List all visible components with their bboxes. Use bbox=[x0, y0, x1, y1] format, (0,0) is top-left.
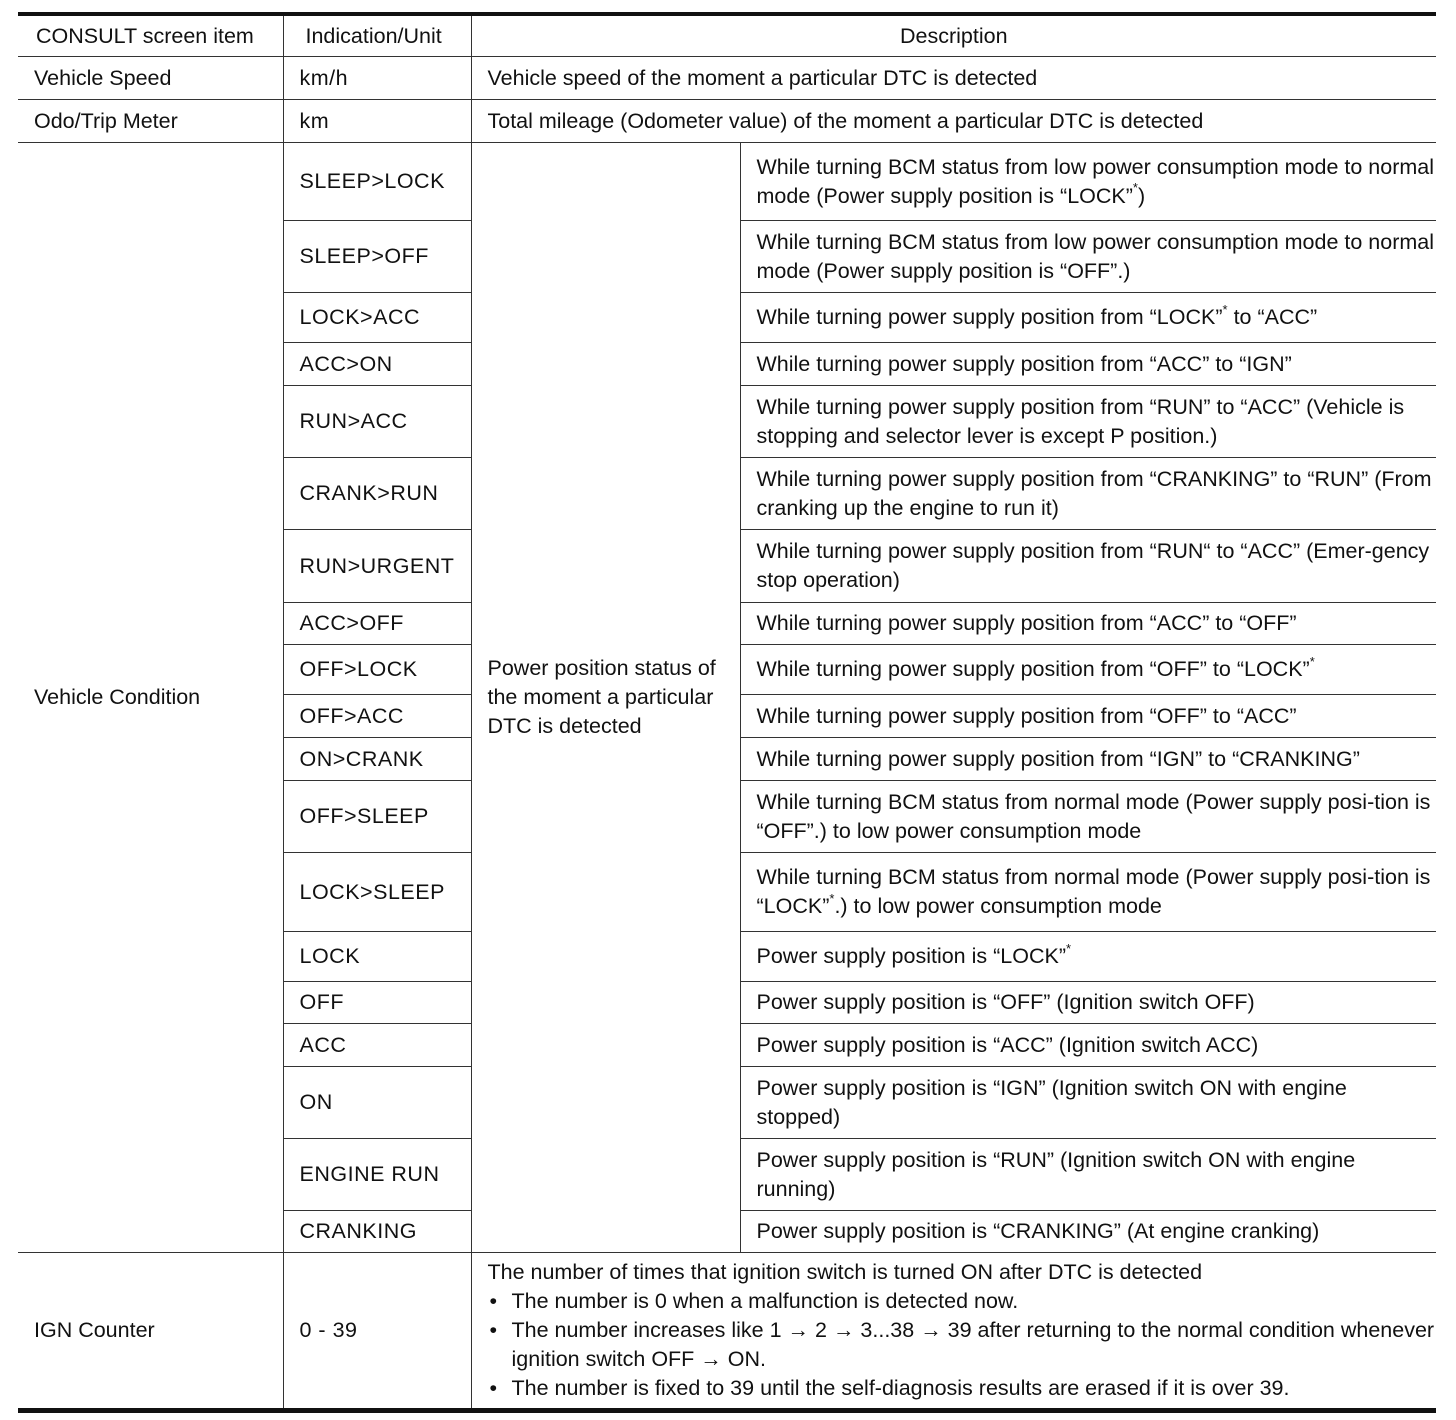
header-description: Description bbox=[471, 14, 1436, 57]
table-row bbox=[18, 143, 1436, 221]
description-sleep-off: While turning BCM status from low power consumption mode to normal mode (Power supply position is “OFF”.) bbox=[740, 221, 1436, 293]
indication-off-sleep: OFF>SLEEP bbox=[283, 781, 471, 853]
indication-lock-sleep: LOCK>SLEEP bbox=[283, 853, 471, 932]
indication-sleep-off: SLEEP>OFF bbox=[283, 221, 471, 293]
description-sleep-lock: While turning BCM status from low power consumption mode to normal mode (Power supply position is “LOCK”*) bbox=[740, 143, 1436, 221]
item-odo-trip-meter: Odo/Trip Meter bbox=[18, 100, 283, 143]
description-odo-trip-meter: Total mileage (Odometer value) of the moment a particular DTC is detected bbox=[471, 100, 1436, 143]
description-engine-run: Power supply position is “RUN” (Ignition switch ON with engine running) bbox=[740, 1139, 1436, 1211]
indication-sleep-lock: SLEEP>LOCK bbox=[283, 143, 471, 221]
indication-crank-run: CRANK>RUN bbox=[283, 458, 471, 530]
indication-cranking: CRANKING bbox=[283, 1211, 471, 1253]
indication-run-urgent: RUN>URGENT bbox=[283, 530, 471, 603]
consult-item-table bbox=[18, 12, 1436, 1413]
description-acc: Power supply position is “ACC” (Ignition switch ACC) bbox=[740, 1024, 1436, 1067]
table-header-row bbox=[18, 14, 1436, 57]
indication-vehicle-speed: km/h bbox=[283, 57, 471, 100]
indication-on-crank: ON>CRANK bbox=[283, 738, 471, 781]
indication-lock-acc: LOCK>ACC bbox=[283, 293, 471, 343]
description-cranking: Power supply position is “CRANKING” (At engine cranking) bbox=[740, 1211, 1436, 1253]
description-run-acc: While turning power supply position from “RUN” to “ACC” (Vehicle is stopping and selector lever is except P position.) bbox=[740, 386, 1436, 458]
description-lock-acc: While turning power supply position from “LOCK”* to “ACC” bbox=[740, 293, 1436, 343]
description-lock: Power supply position is “LOCK”* bbox=[740, 932, 1436, 982]
description-acc-off: While turning power supply position from “ACC” to “OFF” bbox=[740, 603, 1436, 645]
indication-run-acc: RUN>ACC bbox=[283, 386, 471, 458]
description-run-urgent: While turning power supply position from “RUN“ to “ACC” (Emer-gency stop operation) bbox=[740, 530, 1436, 603]
indication-acc-on: ACC>ON bbox=[283, 343, 471, 386]
ign-counter-intro: The number of times that ignition switch is turned ON after DTC is detected bbox=[487, 1260, 1203, 1284]
description-off: Power supply position is “OFF” (Ignition switch OFF) bbox=[740, 982, 1436, 1024]
list-item: • The number is 0 when a malfunction is detected now. bbox=[488, 1287, 1437, 1316]
list-item: • The number increases like 1 → 2 → 3...38 → 39 after returning to the normal condition whenever ignition switch OFF → ON. bbox=[488, 1316, 1437, 1374]
indication-off-lock: OFF>LOCK bbox=[283, 645, 471, 695]
table-row bbox=[18, 57, 1436, 100]
description-on: Power supply position is “IGN” (Ignition switch ON with engine stopped) bbox=[740, 1067, 1436, 1139]
description-off-acc: While turning power supply position from “OFF” to “ACC” bbox=[740, 695, 1436, 738]
item-vehicle-condition: Vehicle Condition bbox=[18, 143, 283, 1253]
item-vehicle-speed: Vehicle Speed bbox=[18, 57, 283, 100]
indication-off: OFF bbox=[283, 982, 471, 1024]
table-row bbox=[18, 100, 1436, 143]
description-acc-on: While turning power supply position from “ACC” to “IGN” bbox=[740, 343, 1436, 386]
indication-odo-trip-meter: km bbox=[283, 100, 471, 143]
indication-on: ON bbox=[283, 1067, 471, 1139]
indication-acc-off: ACC>OFF bbox=[283, 603, 471, 645]
item-ign-counter: IGN Counter bbox=[18, 1253, 283, 1411]
indication-ign-counter: 0 - 39 bbox=[283, 1253, 471, 1411]
table-row bbox=[18, 1253, 1436, 1411]
list-item: • The number is fixed to 39 until the self-diagnosis results are erased if it is over 39. bbox=[488, 1374, 1437, 1403]
indication-acc: ACC bbox=[283, 1024, 471, 1067]
description-crank-run: While turning power supply position from “CRANKING” to “RUN” (From cranking up the engine to run it) bbox=[740, 458, 1436, 530]
power-position-status: Power position status of the moment a particular DTC is detected bbox=[471, 143, 740, 1253]
indication-lock: LOCK bbox=[283, 932, 471, 982]
ign-counter-bullet-list bbox=[488, 1287, 1437, 1403]
header-indication-unit: Indication/Unit bbox=[283, 14, 471, 57]
indication-engine-run: ENGINE RUN bbox=[283, 1139, 471, 1211]
description-ign-counter bbox=[471, 1253, 1436, 1411]
description-lock-sleep: While turning BCM status from normal mode (Power supply posi-tion is “LOCK”*.) to low power consumption mode bbox=[740, 853, 1436, 932]
description-off-lock: While turning power supply position from “OFF” to “LOCK”* bbox=[740, 645, 1436, 695]
description-vehicle-speed: Vehicle speed of the moment a particular DTC is detected bbox=[471, 57, 1436, 100]
header-consult-screen-item: CONSULT screen item bbox=[18, 14, 283, 57]
description-on-crank: While turning power supply position from “IGN” to “CRANKING” bbox=[740, 738, 1436, 781]
indication-off-acc: OFF>ACC bbox=[283, 695, 471, 738]
description-off-sleep: While turning BCM status from normal mode (Power supply posi-tion is “OFF”.) to low power consumption mode bbox=[740, 781, 1436, 853]
